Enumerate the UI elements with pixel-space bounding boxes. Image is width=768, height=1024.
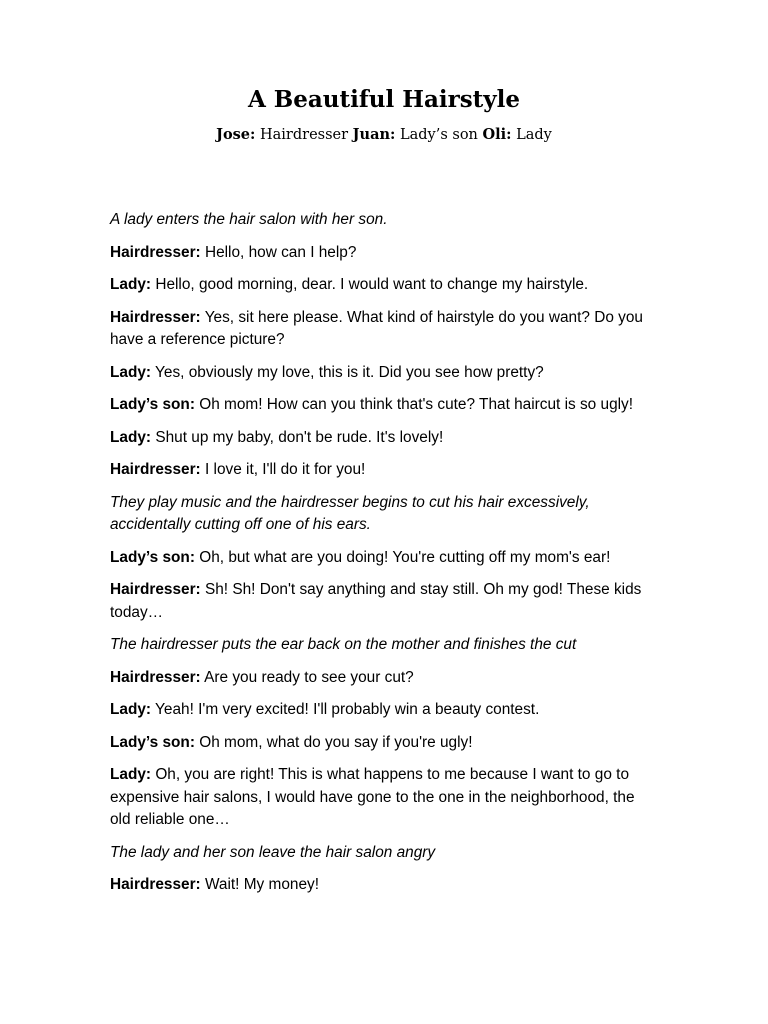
script-body — [110, 209, 655, 907]
dialogue-text: Oh, you are right! This is what happens to me because I want to go to expensive hair salons, I would have gone to the one in the neighborhood, the old reliable one… — [110, 766, 635, 828]
speaker-name: Hairdresser: — [110, 668, 201, 686]
speaker-name: Lady: — [110, 701, 152, 718]
dialogue-text: Yes, obviously my love, this is it. Did you see how pretty? — [155, 363, 544, 381]
stage-direction: The lady and her son leave the hair salon angry — [110, 843, 436, 861]
speaker-name: Lady: — [110, 276, 152, 293]
speaker-name: Hairdresser: — [110, 461, 201, 478]
stage-direction: They play music and the hairdresser begins to cut his hair excessively, accidentally cutting off one of his ears. — [110, 493, 590, 533]
dialogue-text: Oh mom, what do you say if you're ugly! — [199, 733, 473, 751]
dialogue-line — [110, 874, 655, 897]
speaker-name: Hairdresser: — [110, 581, 201, 598]
dialogue-line — [110, 362, 655, 385]
page-title: A Beautiful Hairstyle — [247, 86, 521, 113]
dialogue-text: Sh! Sh! Don't say anything and stay still. Oh my god! These kids today… — [110, 581, 642, 621]
speaker-name: Lady’s son: — [110, 548, 195, 566]
dialogue-text: Hello, good morning, dear. I would want to change my hairstyle. — [155, 276, 589, 293]
dialogue-line — [110, 459, 655, 482]
cast-role: Lady — [516, 127, 552, 143]
speaker-name: Lady’s son: — [110, 396, 195, 413]
stage-direction: A lady enters the hair salon with her son. — [110, 211, 388, 228]
stage-direction: The hairdresser puts the ear back on the mother and finishes the cut — [110, 636, 577, 653]
dialogue-text: Oh mom! How can you think that's cute? That haircut is so ugly! — [199, 396, 634, 413]
cast-name: Juan: — [352, 126, 396, 143]
dialogue-line — [110, 547, 655, 570]
dialogue-line — [110, 307, 655, 352]
dialogue-line — [110, 274, 655, 297]
dialogue-line — [110, 732, 655, 755]
cast-role: Hairdresser — [260, 127, 349, 143]
speaker-name: Lady: — [110, 766, 152, 783]
dialogue-line — [110, 242, 655, 265]
speaker-name: Hairdresser: — [110, 308, 201, 326]
speaker-name: Lady: — [110, 363, 152, 381]
dialogue-text: Yeah! I'm very excited! I'll probably win a beauty contest. — [155, 701, 540, 718]
dialogue-line — [110, 699, 655, 722]
dialogue-line — [110, 394, 655, 417]
dialogue-line — [110, 427, 655, 450]
dialogue-text: Are you ready to see your cut? — [204, 668, 414, 686]
cast-list — [0, 124, 768, 146]
dialogue-line — [110, 764, 655, 832]
speaker-name: Lady: — [110, 428, 152, 446]
speaker-name: Hairdresser: — [110, 243, 201, 261]
dialogue-text: Wait! My money! — [204, 876, 319, 893]
speaker-name: Lady’s son: — [110, 733, 195, 751]
dialogue-text: Yes, sit here please. What kind of hairstyle do you want? Do you have a reference picture? — [110, 308, 643, 348]
dialogue-line — [110, 667, 655, 690]
dialogue-text: Oh, but what are you doing! You're cutting off my mom's ear! — [199, 548, 611, 566]
cast-name: Oli: — [482, 126, 512, 143]
cast-role: Lady’s son — [399, 127, 478, 143]
dialogue-text: Shut up my baby, don't be rude. It's lovely! — [155, 428, 444, 446]
dialogue-text: Hello, how can I help? — [204, 243, 357, 261]
dialogue-line — [110, 579, 655, 624]
dialogue-text: I love it, I'll do it for you! — [204, 461, 366, 478]
speaker-name: Hairdresser: — [110, 876, 201, 893]
cast-name: Jose: — [216, 126, 256, 143]
